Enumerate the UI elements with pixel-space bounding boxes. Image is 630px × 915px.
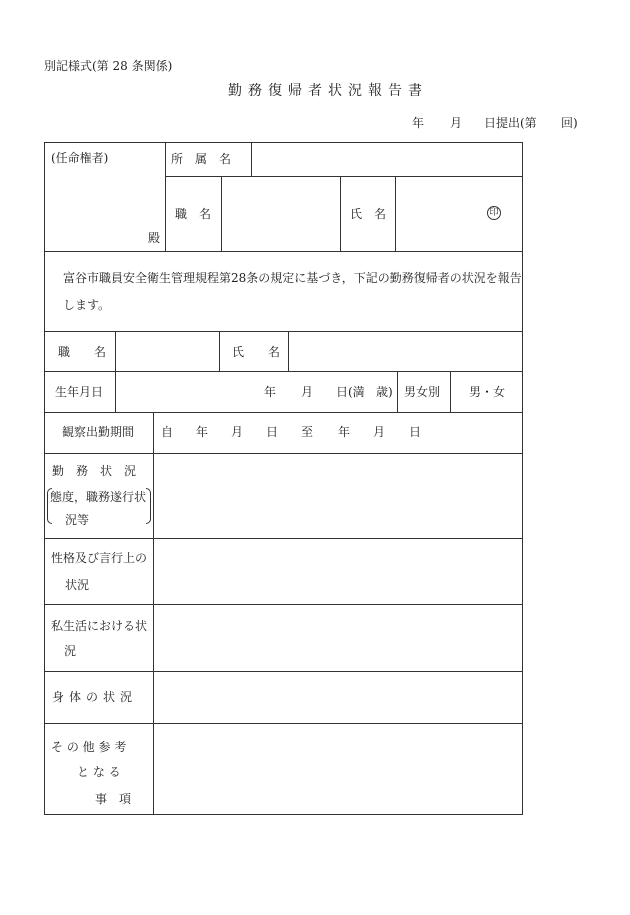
rule <box>395 176 396 251</box>
rule <box>397 371 398 412</box>
personality-label-2: 状況 <box>65 578 90 592</box>
note-bracket-right <box>146 488 151 524</box>
rule <box>44 604 523 605</box>
period-to: 至 <box>301 425 314 439</box>
period-from-month: 月 <box>231 425 244 439</box>
private-life-label-2: 況 <box>64 644 77 658</box>
other-notes-label-2: と な る <box>77 765 121 779</box>
form-reference: 別記様式(第 28 条関係) <box>44 59 173 73</box>
work-status-note-1: 態度，職務遂行状 <box>50 490 147 504</box>
age-suffix-label: 歳) <box>376 385 393 399</box>
work-status-note-2: 況等 <box>65 513 90 527</box>
other-notes-label-3: 事 項 <box>95 792 132 806</box>
rule <box>165 142 166 251</box>
dono-label: 殿 <box>148 231 161 245</box>
period-to-month: 月 <box>373 425 386 439</box>
page-title: 勤務復帰者状況報告書 <box>228 83 428 99</box>
job-title-label: 職 名 <box>175 207 212 221</box>
period-from-day: 日 <box>266 425 279 439</box>
person-name-label: 氏 名 <box>232 345 281 359</box>
rule <box>44 723 523 724</box>
rule <box>450 371 451 412</box>
gender-label: 男女別 <box>404 385 441 399</box>
date-year-label: 年 <box>412 116 425 130</box>
rule <box>44 251 523 252</box>
appointer-label: (任命権者) <box>51 151 109 165</box>
rule <box>44 412 523 413</box>
rule <box>44 538 523 539</box>
work-status-label: 勤 務 状 況 <box>52 464 137 478</box>
date-submitted-label: 日提出(第 <box>484 116 537 130</box>
rule <box>44 453 523 454</box>
name-label: 氏 名 <box>350 207 387 221</box>
physical-condition-label: 身体の状況 <box>52 690 138 704</box>
rule <box>340 176 341 251</box>
period-from-year: 年 <box>196 425 209 439</box>
private-life-label-1: 私生活における状 <box>51 619 148 633</box>
gender-options: 男・女 <box>469 385 506 399</box>
period-from: 自 <box>161 425 174 439</box>
submission-count-label: 回) <box>561 116 578 130</box>
seal-mark: 印 <box>487 206 501 220</box>
affiliation-label: 所 属 名 <box>171 152 232 166</box>
rule <box>153 412 154 815</box>
date-month-label: 月 <box>450 116 463 130</box>
report-table <box>44 142 523 815</box>
rule <box>221 176 222 251</box>
rule <box>219 331 220 371</box>
rule <box>115 331 116 412</box>
other-notes-label-1: そ の 他 参 考 <box>51 740 127 754</box>
birth-year-label: 年 <box>264 385 277 399</box>
statement-line-2: します。 <box>63 298 111 312</box>
birth-date-label: 生年月日 <box>55 385 104 399</box>
rule <box>288 331 289 371</box>
period-to-year: 年 <box>338 425 351 439</box>
observation-period-label: 観察出勤期間 <box>62 425 135 439</box>
birth-day-age-label: 日(満 <box>336 385 365 399</box>
birth-month-label: 月 <box>301 385 314 399</box>
rule <box>165 176 523 177</box>
personality-label-1: 性格及び言行上の <box>51 551 148 565</box>
period-to-day: 日 <box>409 425 422 439</box>
statement-line-1: 富谷市職員安全衛生管理規程第28条の規定に基づき，下記の勤務復帰者の状況を報告 <box>63 271 522 285</box>
rule <box>44 671 523 672</box>
rule <box>251 142 252 176</box>
person-job-label: 職 名 <box>58 345 107 359</box>
